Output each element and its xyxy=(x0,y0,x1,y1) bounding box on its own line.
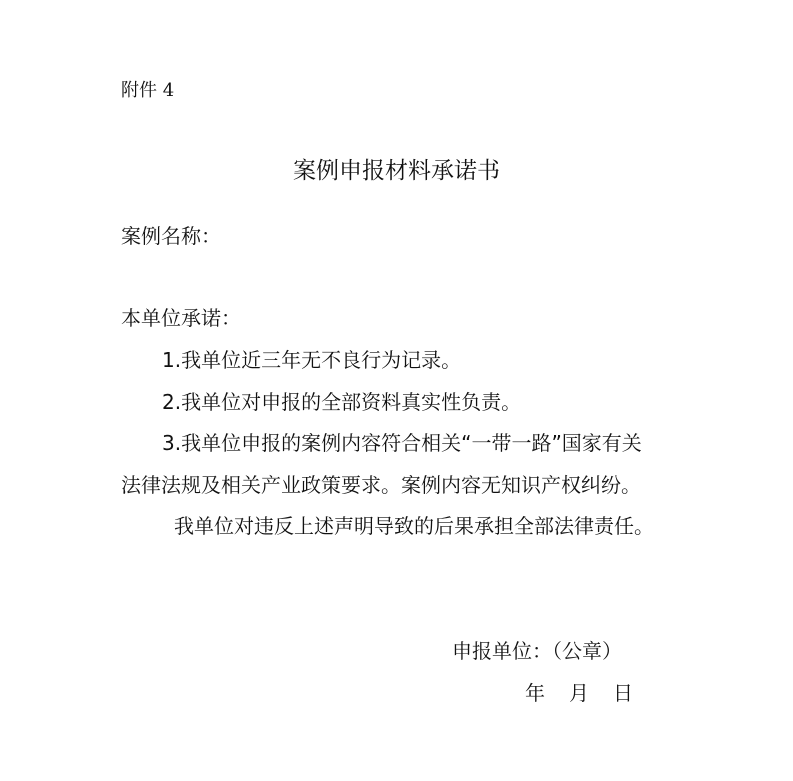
date-year: 年 xyxy=(525,681,545,705)
commitment-item-2: 2.我单位对申报的全部资料真实性负责。 xyxy=(162,390,522,414)
date-line xyxy=(525,683,633,703)
date-month: 月 xyxy=(569,681,589,705)
commitment-item-3-continued: 法律法规及相关产业政策要求。案例内容无知识产权纠纷。 xyxy=(121,473,641,497)
document-title: 案例申报材料承诺书 xyxy=(293,158,500,184)
applicant-seal-label: 申报单位：（公章） xyxy=(452,639,622,663)
attachment-label: 附件 4 xyxy=(121,80,175,101)
commitment-item-1: 1.我单位近三年无不良行为记录。 xyxy=(162,348,462,372)
case-name-label: 案例名称： xyxy=(121,224,221,248)
commitment-heading: 本单位承诺： xyxy=(121,306,241,330)
commitment-item-3: 3.我单位申报的案例内容符合相关“一带一路”国家有关 xyxy=(162,431,642,455)
date-day: 日 xyxy=(613,681,633,705)
liability-statement: 我单位对违反上述声明导致的后果承担全部法律责任。 xyxy=(174,514,654,538)
